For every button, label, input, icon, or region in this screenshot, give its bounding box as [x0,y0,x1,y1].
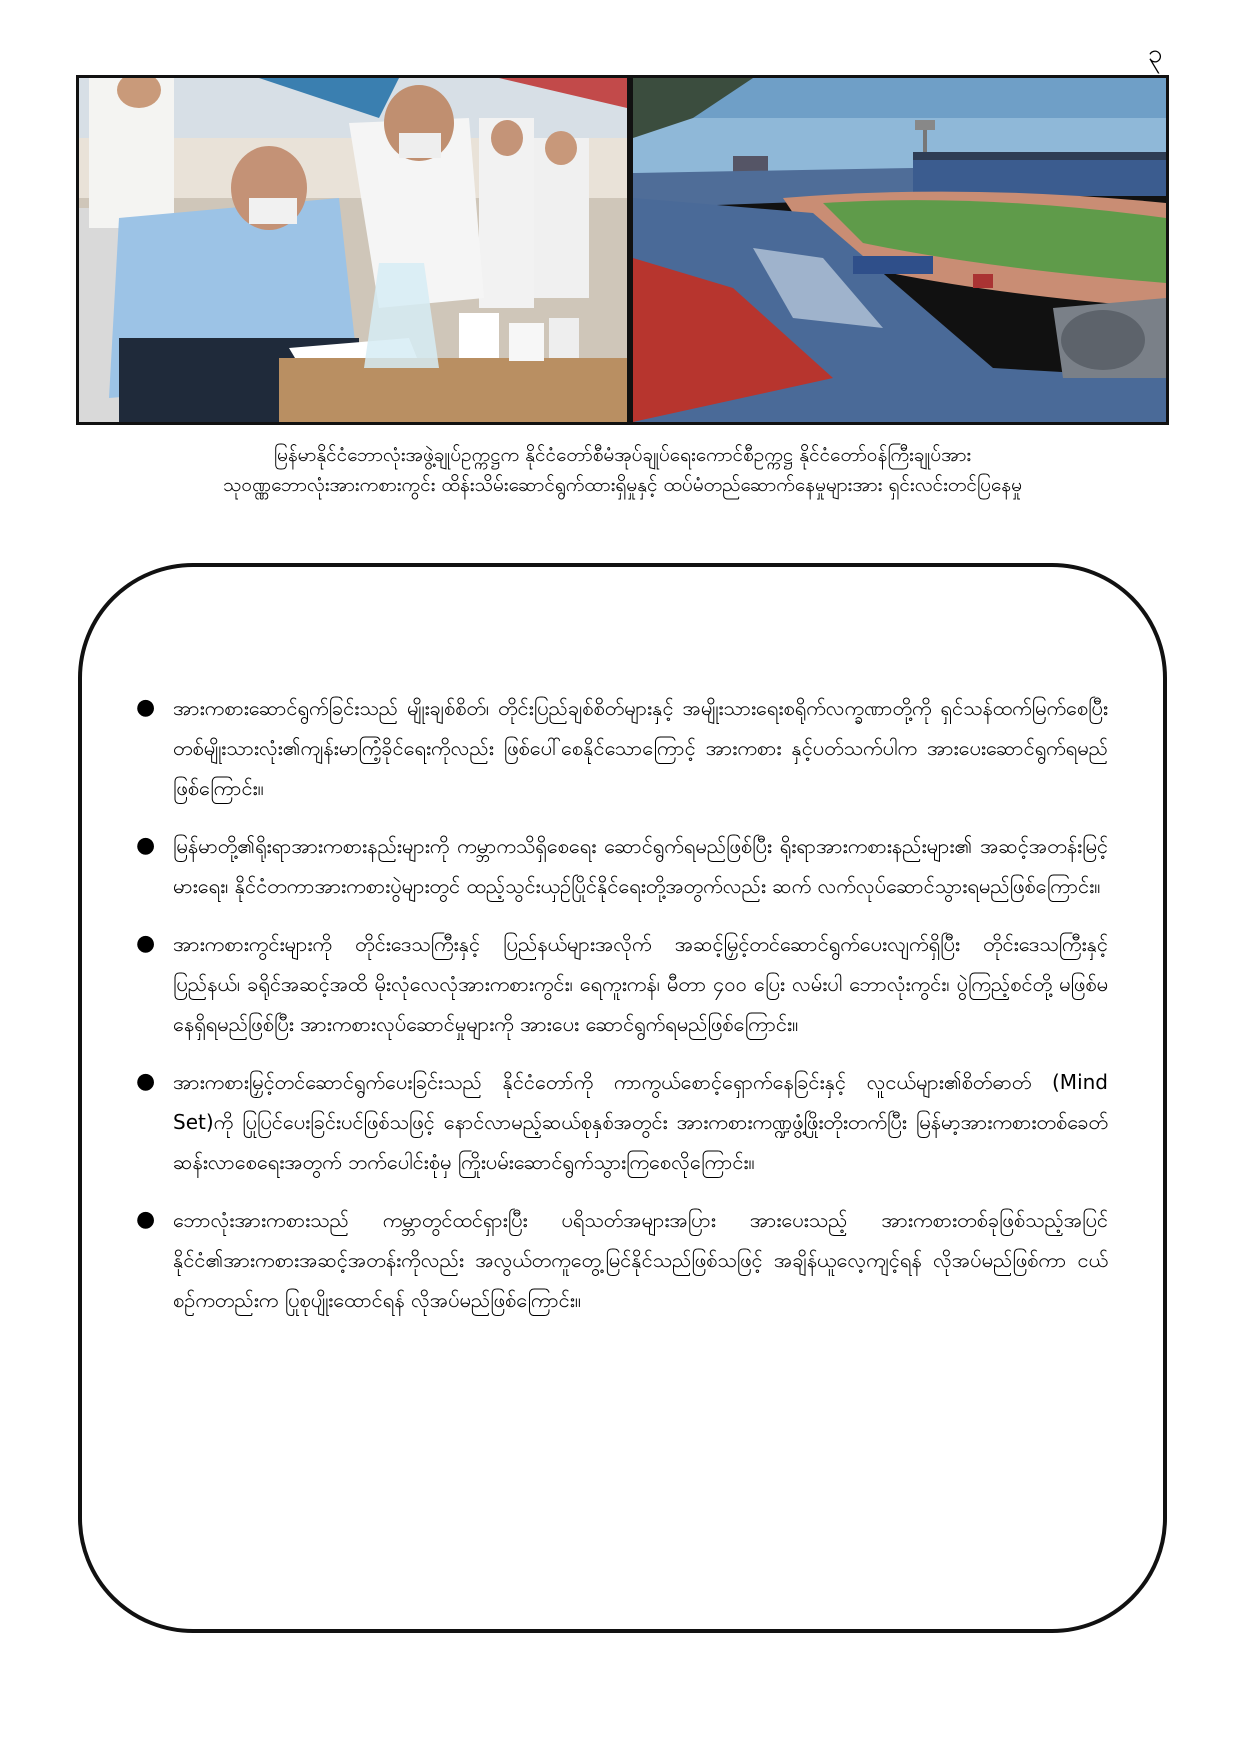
key-point [118,1062,1108,1182]
stadium-photo-illustration [633,78,1166,422]
key-point-text: အားကစားကွင်းများကို တိုင်းဒေသကြီးနှင့် ပြည်နယ်များအလိုက် အဆင့်မြှင့်တင်ဆောင်ရွက်ပေးလျက်ရှိပြီး တိုင်းဒေသကြီးနှင့် ပြည်နယ်၊ ခရိုင်အဆင့်အထိ မိုးလုံလေလုံအားကစားကွင်း၊ ရေကူးကန်၊ မီတာ ၄၀၀ ပြေး လမ်းပါ ဘောလုံးကွင်း၊ ပွဲကြည့်စင်တို့ မဖြစ်မနေရှိရမည်ဖြစ်ပြီး အားကစားလုပ်ဆောင်မှုများကို အားပေး ဆောင်ရွက်ရမည်ဖြစ်ကြောင်း။ [173,932,1108,1036]
key-point [118,688,1108,808]
caption-line-2: သုဝဏ္ဏဘောလုံးအားကစားကွင်း ထိန်းသိမ်းဆောင်ရွက်ထားရှိမှုနှင့် ထပ်မံတည်ဆောက်နေမှုများအား ရှင်းလင်းတင်ပြနေမှု [223,474,1022,496]
bullet-icon: ● [136,833,156,858]
bullet-icon: ● [136,1207,156,1232]
key-point [118,924,1108,1044]
key-point [118,1200,1108,1320]
bullet-icon: ● [136,695,156,720]
bullet-icon: ● [136,1069,156,1094]
caption-line-1: မြန်မာနိုင်ငံဘောလုံးအဖွဲ့ချုပ်ဥက္ကဋ္ဌက နိုင်ငံတော်စီမံအုပ်ချုပ်ရေးကောင်စီဥက္ကဋ္ဌ နိုင်ငံတော်ဝန်ကြီးချုပ်အား [273,444,972,466]
key-point [118,826,1108,906]
meeting-photo [79,78,627,422]
key-point-text: အားကစားမြှင့်တင်ဆောင်ရွက်ပေးခြင်းသည် နိုင်ငံတော်ကို ကာကွယ်စောင့်ရှောက်နေခြင်းနှင့် လူငယ်များ၏စိတ်ဓာတ် (Mind Set)ကို ပြုပြင်ပေးခြင်းပင်ဖြစ်သဖြင့် နောင်လာမည့်ဆယ်စုနှစ်အတွင်း အားကစားကဏ္ဍဖွံ့ဖြိုးတိုးတက်ပြီး မြန်မာ့အားကစားတစ်ခေတ်ဆန်းလာစေရေးအတွက် ဘက်ပေါင်းစုံမှ ကြိုးပမ်းဆောင်ရွက်သွားကြစေလိုကြောင်း။ [173,1070,1108,1174]
bullet-icon: ● [136,931,156,956]
key-point-text: အားကစားဆောင်ရွက်ခြင်းသည် မျိုးချစ်စိတ်၊ တိုင်းပြည်ချစ်စိတ်များနှင့် အမျိုးသားရေးစရိုက်လက္ခဏာတို့ကို ရှင်သန်ထက်မြက်စေပြီး တစ်မျိုးသားလုံး၏ကျန်းမာကြံ့ခိုင်ရေးကိုလည်း ဖြစ်ပေါ်စေနိုင်သောကြောင့် အားကစား နှင့်ပတ်သက်ပါက အားပေးဆောင်ရွက်ရမည်ဖြစ်ကြောင်း။ [173,696,1108,800]
photo-strip [76,75,1169,425]
meeting-photo-illustration [79,78,627,422]
photo-caption [76,440,1169,500]
key-point-text: ဘောလုံးအားကစားသည် ကမ္ဘာတွင်ထင်ရှားပြီး ပရိသတ်အများအပြား အားပေးသည့် အားကစားတစ်ခုဖြစ်သည့်အပြင် နိုင်ငံ၏အားကစားအဆင့်အတန်းကိုလည်း အလွယ်တကူတွေ့မြင်နိုင်သည်ဖြစ်သဖြင့် အချိန်ယူလေ့ကျင့်ရန် လိုအပ်မည်ဖြစ်ကာ ငယ်စဉ်ကတည်းက ပြုစုပျိုးထောင်ရန် လိုအပ်မည်ဖြစ်ကြောင်း။ [173,1208,1108,1312]
key-point-text: မြန်မာတို့၏ရိုးရာအားကစားနည်းများကို ကမ္ဘာကသိရှိစေရေး ဆောင်ရွက်ရမည်ဖြစ်ပြီး ရိုးရာအားကစားနည်းများ၏ အဆင့်အတန်းမြင့်မားရေး၊ နိုင်ငံတကာအားကစားပွဲများတွင် ထည့်သွင်းယှဉ်ပြိုင်နိုင်ရေးတို့အတွက်လည်း ဆက် လက်လုပ်ဆောင်သွားရမည်ဖြစ်ကြောင်း။ [173,834,1108,898]
page-number: ၃ [1147,39,1163,69]
key-points-list [118,688,1108,1320]
stadium-photo [633,78,1166,422]
